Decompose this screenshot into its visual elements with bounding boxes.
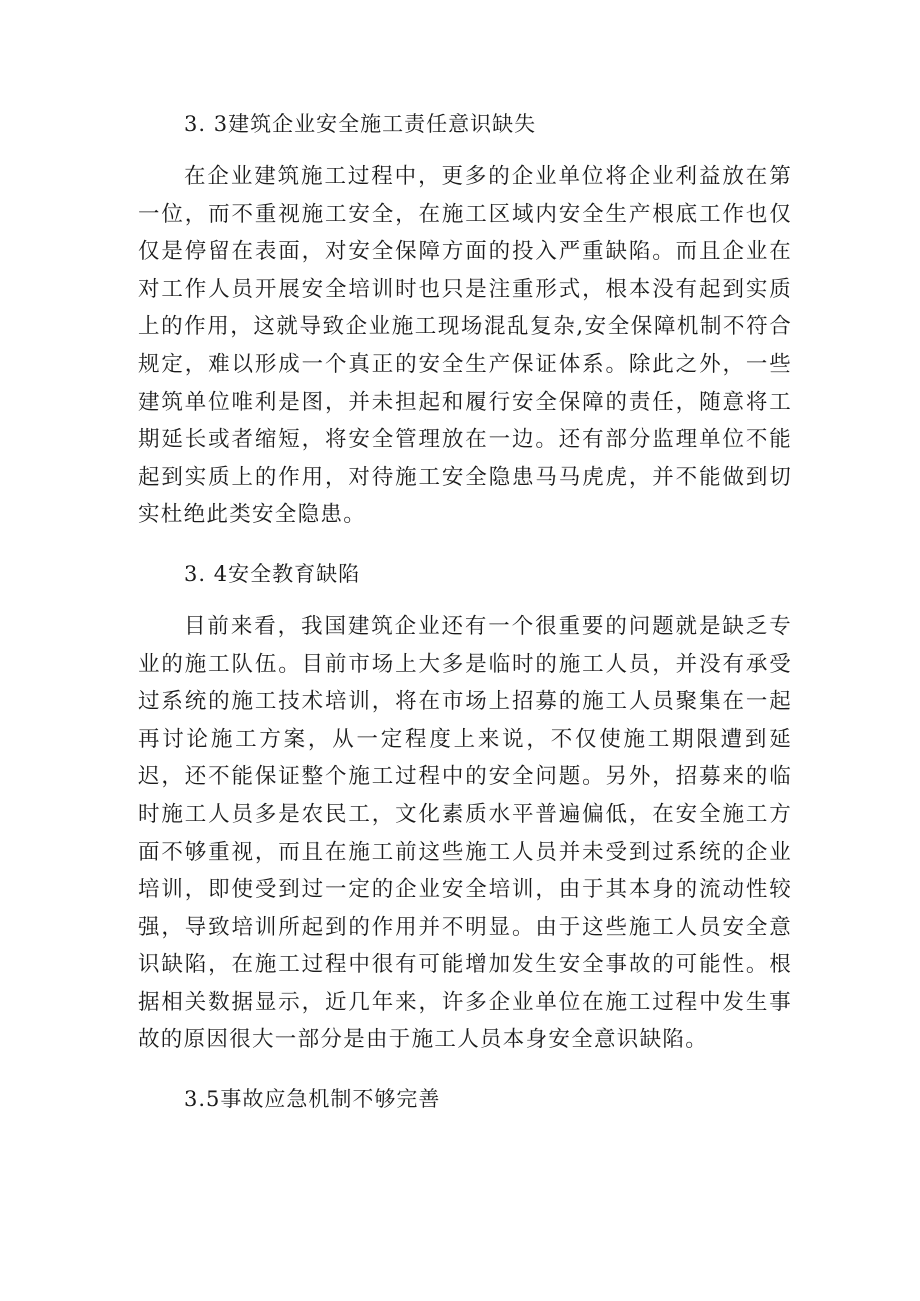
section-heading-3-3: 3. 3建筑企业安全施工责任意识缺失 [184,112,537,136]
section-paragraph-3-4: 目前来看，我国建筑企业还有一个很重要的问题就是缺乏专业的施工队伍。目前市场上大多是临时的施工人员，并没有承受过系统的施工技术培训，将在市场上招募的施工人员聚集在一起再讨论施工方案，从一定程度上来说，不仅使施工期限遭到延迟，还不能保证整个施工过程中的安全问题。另外，招募来的临时施工人员多是农民工，文化素质水平普遍偏低，在安全施工方面不够重视，而且在施工前这些施工人员并未受到过系统的企业培训，即使受到过一定的企业安全培训，由于其本身的流动性较强，导致培训所起到的作用并不明显。由于这些施工人员安全意识缺陷，在施工过程中很有可能增加发生安全事故的可能性。根据相关数据显示，近几年来，许多企业单位在施工过程中发生事故的原因很大一部分是由于施工人员本身安全意识缺陷。 [138,613,792,1053]
document-content [138,104,792,1133]
section-paragraph-3-3: 在企业建筑施工过程中，更多的企业单位将企业利益放在第一位，而不重视施工安全，在施工区域内安全生产根底工作也仅仅是停留在表面，对安全保障方面的投入严重缺陷。而且企业在对工作人员开展安全培训时也只是注重形式，根本没有起到实质上的作用，这就导致企业施工现场混乱复杂,安全保障机制不符合规定，难以形成一个真正的安全生产保证体系。除此之外，一些建筑单位唯利是图，并未担起和履行安全保障的责任，随意将工期延长或者缩短，将安全管理放在一边。还有部分监理单位不能起到实质上的作用，对待施工安全隐患马马虎虎，并不能做到切实杜绝此类安全隐患。 [138,164,792,528]
section-heading-3-5: 3.5事故应急机制不够完善 [184,1087,441,1112]
section-heading-3-4: 3. 4安全教育缺陷 [184,561,361,586]
